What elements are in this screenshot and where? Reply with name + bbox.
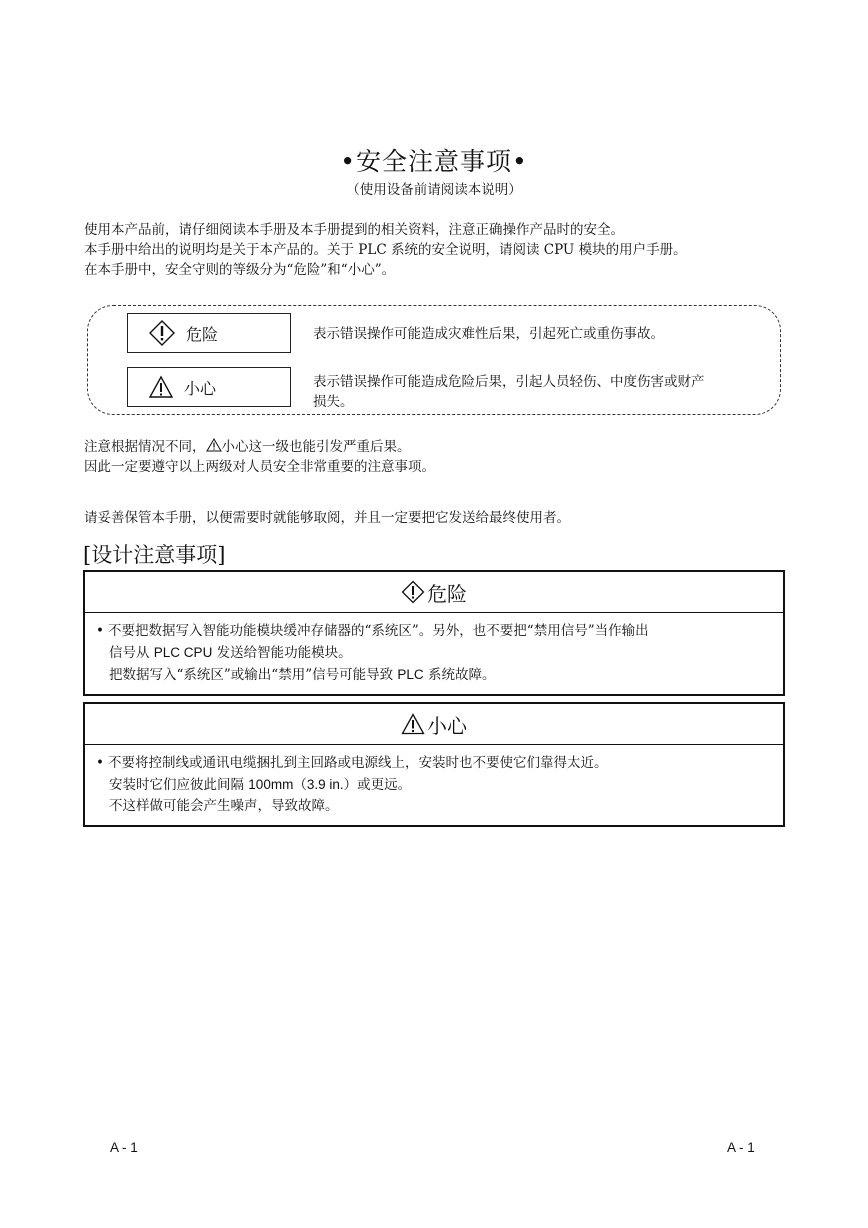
caution-desc-line: 表示错误操作可能造成危险后果，引起人员轻伤、中度伤害或财产 <box>313 374 705 390</box>
severity-note <box>84 437 435 477</box>
danger-box-heading: 危险 <box>427 581 467 606</box>
design-caution-box <box>83 702 785 827</box>
caution-text: 安装时它们应彼此间隔 <box>109 777 249 793</box>
page-number-right: A - 1 <box>727 1140 755 1155</box>
note-text: 小心这一级也能引发严重后果。 <box>221 439 411 455</box>
danger-icon <box>148 319 176 347</box>
caution-icon <box>401 713 425 735</box>
note-text: 注意根据情况不同， <box>84 439 206 455</box>
danger-level-label-box <box>127 313 291 353</box>
danger-box-header <box>85 572 783 613</box>
page-number-left: A - 1 <box>110 1140 138 1155</box>
caution-icon <box>206 438 222 452</box>
design-danger-box <box>83 570 785 696</box>
intro-paragraph <box>84 220 687 280</box>
caution-text: ）或更远。 <box>343 777 412 793</box>
caution-box-heading: 小心 <box>427 713 467 738</box>
danger-box-body <box>85 613 783 694</box>
caution-text: 不要将控制线或通讯电缆捆扎到主回路或电源线上，安装时也不要使它们靠得太近。 <box>108 755 608 771</box>
danger-text: 发送给智能功能模块。 <box>212 645 352 661</box>
caution-box-body <box>85 745 783 825</box>
intro-line: 本手册中给出的说明均是关于本产品的。关于 PLC 系统的安全说明，请阅读 CPU 模块的用户手册。 <box>84 242 687 258</box>
note-text: 因此一定要遵守以上两级对人员安全非常重要的注意事项。 <box>84 459 435 475</box>
section-title: [设计注意事项] <box>83 543 226 567</box>
danger-text: 不要把数据写入智能功能模块缓冲存储器的“系统区”。另外，也不要把“禁用信号”当作输出 <box>108 623 649 639</box>
bullet: • <box>96 755 104 771</box>
danger-text: PLC <box>397 667 424 682</box>
danger-text: 信号从 <box>109 645 154 661</box>
danger-level-description: 表示错误操作可能造成灾难性后果，引起死亡或重伤事故。 <box>313 326 664 342</box>
intro-line: 使用本产品前，请仔细阅读本手册及本手册提到的相关资料，注意正确操作产品时的安全。 <box>84 222 624 238</box>
caution-level-label-box <box>127 367 291 407</box>
caution-text: 3.9 in. <box>306 777 344 792</box>
keep-manual-note: 请妥善保管本手册，以便需要时就能够取阅，并且一定要把它发送给最终使用者。 <box>84 510 570 526</box>
danger-level-label: 危险 <box>186 324 219 344</box>
caution-desc-line: 损失。 <box>313 394 354 410</box>
danger-text: PLC CPU <box>153 645 213 660</box>
caution-level-description <box>313 372 705 412</box>
intro-line: 在本手册中，安全守则的等级分为“危险”和“小心”。 <box>84 262 396 278</box>
caution-icon <box>148 375 174 399</box>
caution-text: 100mm <box>248 777 294 792</box>
caution-box-header <box>85 704 783 745</box>
danger-text: 把数据写入“系统区”或输出“禁用”信号可能导致 <box>109 667 398 683</box>
page-subtitle: （使用设备前请阅读本说明） <box>346 182 522 198</box>
caution-level-label: 小心 <box>184 378 217 398</box>
danger-text: 系统故障。 <box>423 667 496 683</box>
caution-text: 不这样做可能会产生噪声，导致故障。 <box>109 798 339 814</box>
bullet: • <box>96 623 104 639</box>
caution-text: （ <box>293 777 307 793</box>
danger-icon <box>401 580 425 604</box>
page-title: •安全注意事项• <box>340 147 528 176</box>
